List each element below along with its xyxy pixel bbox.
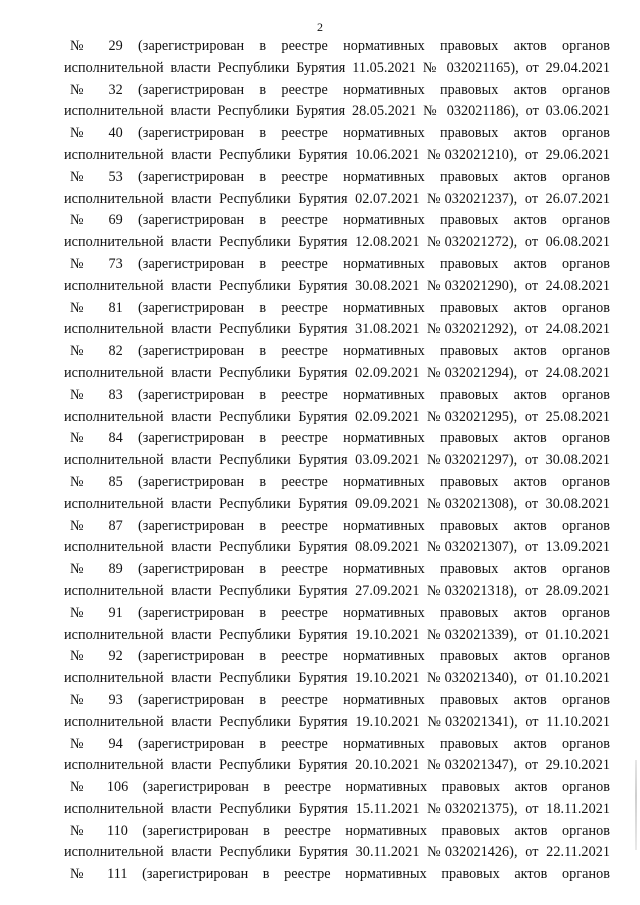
text-line: № 85 (зарегистрирован в реестре нормативных правовых актов органов [70,473,610,490]
text-line: № 69 (зарегистрирован в реестре нормативных правовых актов органов [70,212,610,229]
text-line: № 82 (зарегистрирован в реестре нормативных правовых актов органов [70,343,610,360]
text-line: № 81 (зарегистрирован в реестре нормативных правовых актов органов [70,299,610,316]
text-line: исполнительной власти Республики Бурятия 28.05.2021 № 032021186), от 03.06.2021 [64,103,610,120]
text-line: № 32 (зарегистрирован в реестре нормативных правовых актов органов [70,81,610,98]
text-line: исполнительной власти Республики Бурятия 20.10.2021 №032021347), от 29.10.2021 [64,757,610,774]
text-line: исполнительной власти Республики Бурятия 30.08.2021 №032021290), от 24.08.2021 [64,277,610,294]
text-line: № 87 (зарегистрирован в реестре нормативных правовых актов органов [70,517,610,534]
text-line: № 40 (зарегистрирован в реестре нормативных правовых актов органов [70,125,610,142]
scan-edge-mark [635,760,637,850]
text-line: исполнительной власти Республики Бурятия 19.10.2021 №032021341), от 11.10.2021 [64,713,610,730]
text-line: № 29 (зарегистрирован в реестре нормативных правовых актов органов [70,38,610,54]
text-line: исполнительной власти Республики Бурятия 19.10.2021 №032021339), от 01.10.2021 [64,626,610,643]
text-line: исполнительной власти Республики Бурятия 30.11.2021 №032021426), от 22.11.2021 [64,844,610,861]
text-line: № 84 (зарегистрирован в реестре нормативных правовых актов органов [70,430,610,447]
text-line: исполнительной власти Республики Бурятия 02.09.2021 №032021294), от 24.08.2021 [64,364,610,381]
text-line: № 73 (зарегистрирован в реестре нормативных правовых актов органов [70,255,610,272]
text-line: исполнительной власти Республики Бурятия 15.11.2021 №032021375), от 18.11.2021 [64,800,610,817]
text-line: исполнительной власти Республики Бурятия 27.09.2021 №032021318), от 28.09.2021 [64,582,610,599]
text-line: № 111 (зарегистрирован в реестре нормативных правовых актов органов [70,866,610,883]
text-line: исполнительной власти Республики Бурятия 03.09.2021 №032021297), от 30.08.2021 [64,452,610,469]
text-line: № 93 (зарегистрирован в реестре нормативных правовых актов органов [70,691,610,708]
text-line: исполнительной власти Республики Бурятия 11.05.2021 № 032021165), от 29.04.2021 [64,59,610,76]
text-line: исполнительной власти Республики Бурятия 12.08.2021 №032021272), от 06.08.2021 [64,234,610,251]
text-line: № 106 (зарегистрирован в реестре нормативных правовых актов органов [70,779,610,796]
text-line: № 91 (зарегистрирован в реестре нормативных правовых актов органов [70,604,610,621]
document-body [64,36,610,886]
text-line: исполнительной власти Республики Бурятия 08.09.2021 №032021307), от 13.09.2021 [64,539,610,556]
text-line: № 89 (зарегистрирован в реестре нормативных правовых актов органов [70,561,610,578]
text-line: исполнительной власти Республики Бурятия 02.09.2021 №032021295), от 25.08.2021 [64,408,610,425]
text-line: № 94 (зарегистрирован в реестре нормативных правовых актов органов [70,735,610,752]
text-line: исполнительной власти Республики Бурятия 31.08.2021 №032021292), от 24.08.2021 [64,321,610,338]
text-line: исполнительной власти Республики Бурятия 10.06.2021 №032021210), от 29.06.2021 [64,146,610,163]
text-line: исполнительной власти Республики Бурятия 19.10.2021 №032021340), от 01.10.2021 [64,670,610,687]
text-line: № 53 (зарегистрирован в реестре нормативных правовых актов органов [70,168,610,185]
text-line: № 92 (зарегистрирован в реестре нормативных правовых актов органов [70,648,610,665]
text-line: № 83 (зарегистрирован в реестре нормативных правовых актов органов [70,386,610,403]
text-line: № 110 (зарегистрирован в реестре нормативных правовых актов органов [70,822,610,839]
page-number: 2 [317,20,323,34]
text-line: исполнительной власти Республики Бурятия 02.07.2021 №032021237), от 26.07.2021 [64,190,610,207]
text-line: исполнительной власти Республики Бурятия 09.09.2021 №032021308), от 30.08.2021 [64,495,610,512]
